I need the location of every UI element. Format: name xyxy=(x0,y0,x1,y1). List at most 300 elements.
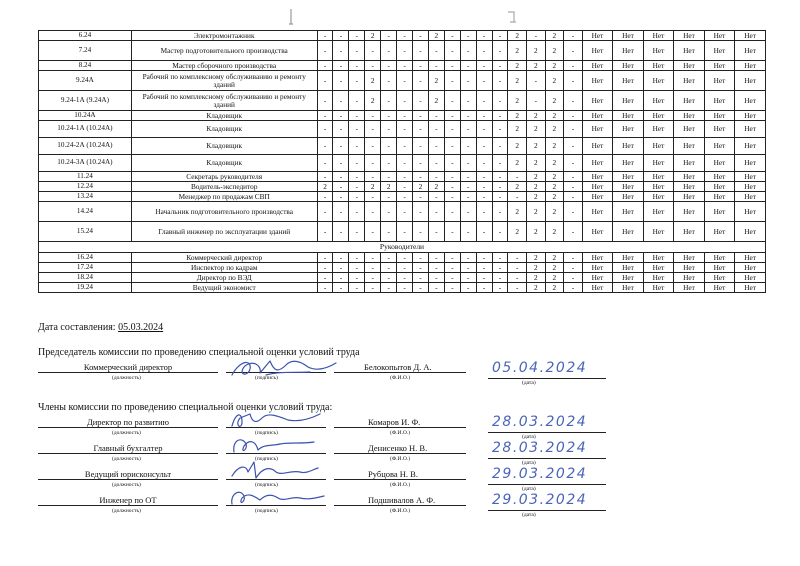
table-cell: - xyxy=(428,41,444,61)
table-cell: - xyxy=(381,31,397,41)
table-cell: - xyxy=(397,71,413,91)
table-cell: Нет xyxy=(613,71,644,91)
table-cell: Нет xyxy=(613,31,644,41)
table-cell: Нет xyxy=(735,182,766,192)
table-cell: - xyxy=(317,61,333,71)
table-cell: - xyxy=(349,192,365,202)
table-cell: - xyxy=(444,253,460,263)
table-cell: - xyxy=(444,202,460,222)
table-cell: - xyxy=(413,283,429,293)
member-fio-caption: (Ф.И.О.) xyxy=(390,430,411,436)
table-cell: - xyxy=(413,172,429,182)
table-cell: - xyxy=(381,172,397,182)
table-cell: Нет xyxy=(674,71,705,91)
table-cell: - xyxy=(492,71,508,91)
table-cell: - xyxy=(428,283,444,293)
table-cell: - xyxy=(381,222,397,242)
table-cell: - xyxy=(492,155,508,172)
table-cell: Нет xyxy=(613,138,644,155)
table-cell: Нет xyxy=(613,283,644,293)
table-cell: Нет xyxy=(674,121,705,138)
table-cell: - xyxy=(349,253,365,263)
table-cell: Нет xyxy=(582,121,613,138)
table-cell: - xyxy=(444,182,460,192)
table-cell: Нет xyxy=(582,273,613,283)
table-cell: Нет xyxy=(613,172,644,182)
table-cell: - xyxy=(508,283,527,293)
table-cell: 2 xyxy=(413,182,429,192)
table-cell: - xyxy=(444,61,460,71)
table-cell: - xyxy=(476,222,492,242)
table-cell: Нет xyxy=(643,263,674,273)
table-cell: - xyxy=(317,111,333,121)
staple-mark-icon xyxy=(504,8,518,28)
table-cell: 2 xyxy=(527,111,546,121)
table-cell: Нет xyxy=(582,172,613,182)
member-signature-caption: (подпись) xyxy=(255,508,278,514)
table-cell: - xyxy=(317,192,333,202)
table-cell: - xyxy=(397,202,413,222)
member-role-line xyxy=(38,505,218,506)
table-cell: 2 xyxy=(428,31,444,41)
table-row xyxy=(39,138,766,155)
table-cell: - xyxy=(365,111,381,121)
table-cell: Нет xyxy=(582,41,613,61)
member-name-line xyxy=(334,453,466,454)
position-name: Директор по ВЭД xyxy=(131,273,317,283)
table-cell: 2 xyxy=(545,222,564,242)
table-cell: - xyxy=(397,91,413,111)
table-cell: Нет xyxy=(643,61,674,71)
table-cell: Нет xyxy=(674,222,705,242)
compilation-date-value: 05.03.2024 xyxy=(118,322,164,333)
table-cell: - xyxy=(508,253,527,263)
table-row xyxy=(39,253,766,263)
table-row xyxy=(39,91,766,111)
table-cell: Нет xyxy=(704,71,735,91)
table-cell: - xyxy=(365,192,381,202)
table-cell: - xyxy=(460,263,476,273)
member-name-line xyxy=(334,505,466,506)
compilation-date-line xyxy=(38,322,163,333)
table-cell: - xyxy=(397,155,413,172)
table-cell: - xyxy=(381,61,397,71)
table-cell: - xyxy=(413,273,429,283)
workplace-code: 10.24А xyxy=(39,111,132,121)
member-date-caption: (дата) xyxy=(522,434,536,440)
table-cell: Нет xyxy=(674,111,705,121)
table-cell: Нет xyxy=(643,31,674,41)
table-cell: Нет xyxy=(704,91,735,111)
table-cell: Нет xyxy=(674,41,705,61)
table-cell: - xyxy=(564,283,583,293)
table-cell: - xyxy=(349,283,365,293)
member-role-line xyxy=(38,453,218,454)
chairman-role: Коммерческий директор xyxy=(83,362,173,372)
table-cell: - xyxy=(317,263,333,273)
member-signature-caption: (подпись) xyxy=(255,482,278,488)
table-cell: Нет xyxy=(643,192,674,202)
table-cell: 2 xyxy=(508,155,527,172)
table-cell: - xyxy=(428,172,444,182)
table-cell: - xyxy=(333,31,349,41)
table-cell: - xyxy=(413,31,429,41)
member-signed-date: 29.03.2024 xyxy=(492,492,588,508)
table-cell: 2 xyxy=(508,222,527,242)
member-date-line xyxy=(488,432,606,433)
table-cell: 2 xyxy=(545,41,564,61)
table-cell: - xyxy=(460,121,476,138)
table-cell: Нет xyxy=(704,121,735,138)
table-cell: Нет xyxy=(613,121,644,138)
table-cell: - xyxy=(317,91,333,111)
table-cell: - xyxy=(317,202,333,222)
table-cell: - xyxy=(397,222,413,242)
table-cell: Нет xyxy=(582,71,613,91)
table-cell: - xyxy=(381,202,397,222)
table-cell: - xyxy=(428,138,444,155)
workplace-code: 10.24-3А (10.24А) xyxy=(39,155,132,172)
table-cell: Нет xyxy=(613,91,644,111)
table-cell: - xyxy=(428,192,444,202)
section-row-group xyxy=(39,242,766,253)
table-cell: 2 xyxy=(508,138,527,155)
table-cell: - xyxy=(492,121,508,138)
member-fio-caption: (Ф.И.О.) xyxy=(390,508,411,514)
table-cell: - xyxy=(333,253,349,263)
table-cell: Нет xyxy=(704,61,735,71)
table-cell: 2 xyxy=(545,61,564,71)
table-cell: - xyxy=(564,172,583,182)
table-cell: - xyxy=(444,192,460,202)
table-cell: - xyxy=(428,121,444,138)
table-cell: - xyxy=(317,31,333,41)
table-cell: - xyxy=(317,121,333,138)
table-cell: Нет xyxy=(704,192,735,202)
table-cell: Нет xyxy=(674,31,705,41)
table-cell: 2 xyxy=(508,61,527,71)
table-cell: - xyxy=(428,202,444,222)
table-cell: - xyxy=(508,273,527,283)
table-cell: - xyxy=(527,71,546,91)
table-cell: - xyxy=(365,263,381,273)
table-cell: - xyxy=(564,111,583,121)
table-cell: - xyxy=(349,138,365,155)
table-row xyxy=(39,202,766,222)
table-cell: 2 xyxy=(527,222,546,242)
table-cell: - xyxy=(460,91,476,111)
table-cell: - xyxy=(564,138,583,155)
workplace-code: 7.24 xyxy=(39,41,132,61)
table-cell: - xyxy=(397,172,413,182)
table-cell: - xyxy=(492,202,508,222)
table-cell: Нет xyxy=(674,91,705,111)
table-cell: - xyxy=(413,263,429,273)
table-cell: Нет xyxy=(704,263,735,273)
member-signed-date: 29.03.2024 xyxy=(492,466,588,482)
table-cell: - xyxy=(397,41,413,61)
table-cell: - xyxy=(349,182,365,192)
member-role-line xyxy=(38,427,218,428)
table-cell: - xyxy=(333,91,349,111)
table-cell: - xyxy=(317,155,333,172)
table-row xyxy=(39,155,766,172)
table-cell: Нет xyxy=(735,31,766,41)
table-cell: Нет xyxy=(735,273,766,283)
table-cell: - xyxy=(444,31,460,41)
table-cell: Нет xyxy=(735,222,766,242)
position-name: Начальник подготовительного производства xyxy=(131,202,317,222)
table-cell: Нет xyxy=(613,61,644,71)
table-cell: - xyxy=(444,111,460,121)
table-cell: 2 xyxy=(545,111,564,121)
table-cell: 2 xyxy=(508,41,527,61)
table-cell: - xyxy=(381,111,397,121)
table-cell: 2 xyxy=(545,138,564,155)
table-cell: Нет xyxy=(582,182,613,192)
table-cell: 2 xyxy=(545,31,564,41)
table-cell: - xyxy=(428,155,444,172)
table-cell: - xyxy=(444,172,460,182)
table-cell: Нет xyxy=(582,253,613,263)
table-cell: - xyxy=(444,283,460,293)
table-cell: - xyxy=(381,155,397,172)
table-cell: - xyxy=(476,61,492,71)
table-cell: - xyxy=(349,41,365,61)
member-signature-icon xyxy=(228,408,328,436)
table-cell: - xyxy=(397,253,413,263)
table-cell: - xyxy=(381,283,397,293)
table-cell: - xyxy=(349,71,365,91)
table-cell: - xyxy=(333,41,349,61)
table-cell: 2 xyxy=(527,263,546,273)
table-cell: Нет xyxy=(582,222,613,242)
table-cell: - xyxy=(413,222,429,242)
table-cell: - xyxy=(444,121,460,138)
table-cell: Нет xyxy=(582,202,613,222)
table-cell: - xyxy=(428,111,444,121)
table-cell: - xyxy=(317,138,333,155)
table-cell: - xyxy=(333,283,349,293)
table-cell: Нет xyxy=(674,202,705,222)
table-cell: 2 xyxy=(365,182,381,192)
table-cell: - xyxy=(349,61,365,71)
table-cell: - xyxy=(476,31,492,41)
member-fio-caption: (Ф.И.О.) xyxy=(390,482,411,488)
table-cell: - xyxy=(460,182,476,192)
table-cell: 2 xyxy=(317,182,333,192)
table-cell: - xyxy=(564,273,583,283)
chairman-fio-caption: (Ф.И.О.) xyxy=(390,375,411,381)
workplace-code: 18.24 xyxy=(39,273,132,283)
table-cell: Нет xyxy=(735,138,766,155)
chairman-signature-caption: (подпись) xyxy=(255,375,278,381)
table-cell: - xyxy=(564,182,583,192)
table-cell: - xyxy=(476,111,492,121)
member-name-line xyxy=(334,479,466,480)
table-cell: - xyxy=(527,91,546,111)
table-cell: Нет xyxy=(735,61,766,71)
table-cell: Нет xyxy=(674,138,705,155)
table-cell: - xyxy=(413,155,429,172)
table-cell: - xyxy=(428,263,444,273)
table-cell: - xyxy=(564,41,583,61)
table-cell: Нет xyxy=(582,61,613,71)
table-cell: - xyxy=(397,273,413,283)
table-cell: Нет xyxy=(704,253,735,263)
table-cell: - xyxy=(460,172,476,182)
table-cell: - xyxy=(492,192,508,202)
table-cell: 2 xyxy=(527,41,546,61)
table-cell: - xyxy=(476,91,492,111)
workplace-code: 10.24-1А (10.24А) xyxy=(39,121,132,138)
table-cell: Нет xyxy=(735,41,766,61)
workplace-code: 19.24 xyxy=(39,283,132,293)
table-cell: - xyxy=(349,111,365,121)
member-role-caption: (должность) xyxy=(112,508,141,514)
chairman-date-caption: (дата) xyxy=(522,380,536,386)
member-role: Главный бухгалтер xyxy=(93,443,163,453)
table-cell: - xyxy=(333,202,349,222)
position-name: Водитель-экспедитор xyxy=(131,182,317,192)
table-cell: Нет xyxy=(582,263,613,273)
sout-results-table xyxy=(38,30,766,293)
chairman-name-line xyxy=(334,372,466,373)
table-cell: Нет xyxy=(613,155,644,172)
position-name: Рабочий по комплексному обслуживанию и ремонту зданий xyxy=(131,71,317,91)
table-cell: - xyxy=(492,31,508,41)
table-cell: - xyxy=(349,222,365,242)
table-cell: - xyxy=(349,172,365,182)
table-cell: - xyxy=(564,61,583,71)
table-cell: Нет xyxy=(613,222,644,242)
chairman-role-caption: (должность) xyxy=(112,375,141,381)
member-date-caption: (дата) xyxy=(522,460,536,466)
table-cell: 2 xyxy=(508,202,527,222)
table-cell: 2 xyxy=(545,155,564,172)
table-cell: - xyxy=(460,253,476,263)
table-cell: Нет xyxy=(735,71,766,91)
table-cell: - xyxy=(476,263,492,273)
table-cell: - xyxy=(564,222,583,242)
table-cell: Нет xyxy=(704,31,735,41)
table-cell: 2 xyxy=(545,273,564,283)
member-date-caption: (дата) xyxy=(522,512,536,518)
table-cell: - xyxy=(365,222,381,242)
table-cell: - xyxy=(381,91,397,111)
table-cell: 2 xyxy=(545,172,564,182)
position-name: Ведущий экономист xyxy=(131,283,317,293)
position-name: Главный инженер по эксплуатации зданий xyxy=(131,222,317,242)
position-name: Рабочий по комплексному обслуживанию и ремонту зданий xyxy=(131,91,317,111)
table-cell: Нет xyxy=(613,273,644,283)
workplace-code: 6.24 xyxy=(39,31,132,41)
table-row xyxy=(39,222,766,242)
table-cell: 2 xyxy=(508,121,527,138)
table-cell: - xyxy=(476,41,492,61)
table-cell: - xyxy=(333,138,349,155)
table-cell: - xyxy=(564,155,583,172)
members-heading: Члены комиссии по проведению специальной оценки условий труда: xyxy=(38,402,333,413)
table-cell: - xyxy=(476,71,492,91)
table-cell: - xyxy=(365,172,381,182)
table-cell: 2 xyxy=(508,182,527,192)
table-cell: 2 xyxy=(365,71,381,91)
table-cell: Нет xyxy=(613,192,644,202)
table-cell: - xyxy=(381,273,397,283)
table-cell: - xyxy=(476,253,492,263)
table-cell: 2 xyxy=(527,61,546,71)
table-cell: Нет xyxy=(704,41,735,61)
position-name: Кладовщик xyxy=(131,111,317,121)
table-cell: 2 xyxy=(545,283,564,293)
table-cell: - xyxy=(397,283,413,293)
table-cell: Нет xyxy=(704,182,735,192)
table-cell: Нет xyxy=(704,111,735,121)
table-cell: Нет xyxy=(613,202,644,222)
table-cell: 2 xyxy=(508,71,527,91)
workplace-code: 16.24 xyxy=(39,253,132,263)
table-cell: Нет xyxy=(613,182,644,192)
compilation-date-label: Дата составления: xyxy=(38,322,116,333)
table-cell: Нет xyxy=(674,283,705,293)
chairman-heading: Председатель комиссии по проведению специальной оценки условий труда xyxy=(38,347,360,358)
table-row xyxy=(39,192,766,202)
table-cell: Нет xyxy=(643,182,674,192)
table-cell: Нет xyxy=(735,91,766,111)
table-cell: - xyxy=(349,31,365,41)
table-cell: Нет xyxy=(582,192,613,202)
chairman-name: Белокопытов Д. А. xyxy=(364,362,432,372)
member-signature-caption: (подпись) xyxy=(255,430,278,436)
table-cell: - xyxy=(476,273,492,283)
table-cell: Нет xyxy=(735,192,766,202)
table-row xyxy=(39,283,766,293)
table-cell: - xyxy=(365,273,381,283)
table-cell: - xyxy=(333,222,349,242)
workplace-code: 14.24 xyxy=(39,202,132,222)
member-role: Инженер по ОТ xyxy=(99,495,157,505)
table-cell: Нет xyxy=(674,253,705,263)
table-cell: Нет xyxy=(735,155,766,172)
table-cell: - xyxy=(492,253,508,263)
table-cell: - xyxy=(476,155,492,172)
position-name: Коммерческий директор xyxy=(131,253,317,263)
table-cell: Нет xyxy=(643,172,674,182)
table-cell: - xyxy=(444,155,460,172)
table-cell: Нет xyxy=(582,91,613,111)
table-cell: Нет xyxy=(674,182,705,192)
member-signature-icon xyxy=(228,460,328,488)
table-body xyxy=(39,31,766,242)
position-name: Кладовщик xyxy=(131,138,317,155)
table-cell: - xyxy=(428,253,444,263)
table-cell: - xyxy=(460,283,476,293)
table-cell: - xyxy=(397,111,413,121)
table-cell: - xyxy=(349,263,365,273)
table-cell: Нет xyxy=(735,121,766,138)
table-cell: Нет xyxy=(704,138,735,155)
table-cell: - xyxy=(397,31,413,41)
table-cell: Нет xyxy=(735,111,766,121)
table-cell: 2 xyxy=(527,192,546,202)
table-cell: 2 xyxy=(508,91,527,111)
table-cell: - xyxy=(349,91,365,111)
table-cell: - xyxy=(333,263,349,273)
table-cell: - xyxy=(365,121,381,138)
table-cell: Нет xyxy=(643,41,674,61)
table-cell: - xyxy=(413,138,429,155)
